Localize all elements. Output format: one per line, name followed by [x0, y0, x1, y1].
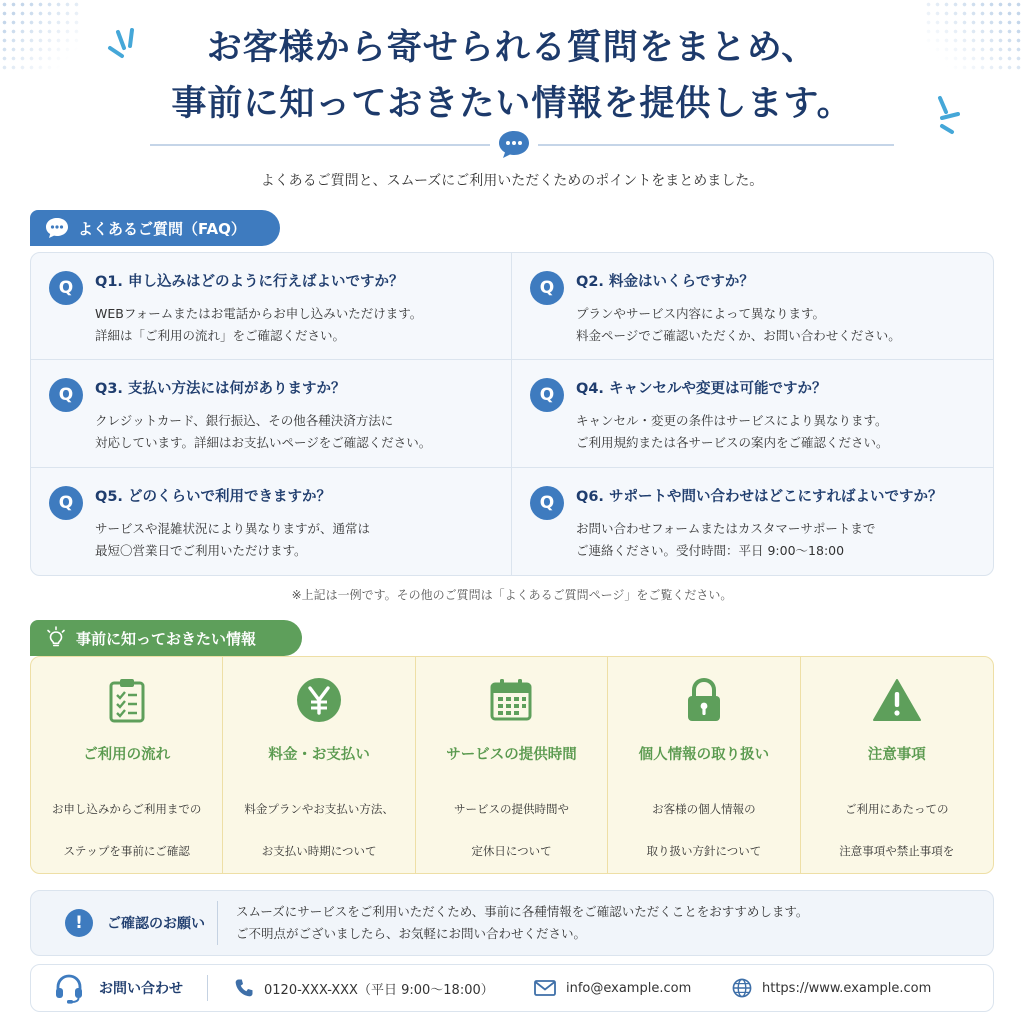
faq-question: Q6. サポートや問い合わせはどこにすればよいですか？	[576, 488, 943, 505]
notice-line: ご不明点がございましたら、お気軽にお問い合わせください。	[236, 926, 587, 941]
faq-answer-line: サービスや混雑状況により異なりますが、通常は	[95, 520, 371, 536]
info-card-desc	[801, 778, 993, 874]
info-card-desc	[608, 778, 799, 874]
faq-answer-line: プランやサービス内容によって異なります。	[576, 306, 826, 321]
q-badge-icon: Q	[49, 486, 83, 520]
info-card-notes	[801, 657, 993, 874]
page-subtitle: よくあるご質問と、スムーズにご利用いただくためのポイントをまとめました。	[260, 173, 764, 189]
contact-phone[interactable]	[234, 978, 534, 998]
q-badge-icon: Q	[49, 378, 83, 412]
mail-icon	[534, 980, 556, 996]
notice-divider	[217, 901, 218, 945]
info-card-desc	[416, 778, 607, 874]
contact-bar	[30, 964, 994, 1012]
notice-label: ご確認のお願い	[107, 916, 205, 932]
headset-icon	[53, 972, 85, 1004]
faq-item-q4[interactable]	[512, 360, 993, 467]
contact-email-text: info@example.com	[566, 980, 692, 996]
info-card-title: 個人情報の取り扱い	[638, 747, 770, 763]
phone-icon	[234, 978, 254, 998]
faq-answer	[576, 410, 983, 454]
faq-answer-line: 対応しています。詳細はお支払いページをご確認ください。	[95, 435, 432, 451]
faq-item-q2[interactable]	[512, 253, 993, 360]
info-card-title: サービスの提供時間	[446, 747, 577, 763]
contact-phone-text: 0120-XXX-XXX（平日 9:00～18:00）	[264, 982, 494, 998]
page-title-line1: お客様から寄せられる質問をまとめ、	[206, 28, 818, 68]
faq-answer-line: クレジットカード、銀行振込、その他各種決済方法に	[95, 413, 394, 429]
page-title-line2: 事前に知っておきたい情報を提供します。	[171, 84, 853, 124]
faq-item-q1[interactable]	[31, 253, 512, 360]
speech-bubble-icon	[44, 217, 70, 239]
info-desc-line: 取り扱い方針について	[646, 844, 762, 858]
faq-answer	[576, 303, 983, 347]
calendar-icon	[489, 678, 533, 722]
yen-icon	[296, 677, 342, 723]
confirmation-notice	[30, 890, 994, 956]
info-card-flow	[31, 657, 223, 874]
info-section-label	[30, 620, 302, 656]
page-title	[0, 20, 1024, 132]
faq-question: Q3. 支払い方法には何がありますか？	[95, 381, 346, 398]
info-desc-line: お客様の個人情報の	[652, 802, 756, 816]
faq-item-q6[interactable]	[512, 468, 993, 575]
faq-answer	[576, 518, 983, 562]
faq-answer	[95, 303, 501, 347]
info-card-title: ご利用の流れ	[83, 747, 171, 763]
q-badge-icon: Q	[49, 271, 83, 305]
faq-answer-line: 料金ページでご確認いただくか、お問い合わせください。	[576, 328, 901, 343]
globe-icon	[732, 978, 752, 998]
info-desc-line: 料金プランやお支払い方法、	[244, 802, 394, 816]
faq-answer-line: 最短〇営業日でご利用いただけます。	[95, 542, 307, 558]
info-card-title: 注意事項	[867, 747, 926, 763]
notice-line: スムーズにサービスをご利用いただくため、事前に各種情報をご確認いただくことをおすすめします。	[236, 904, 809, 919]
clipboard-icon	[107, 677, 147, 723]
title-divider-right	[538, 144, 894, 146]
info-section-label-text: 事前に知っておきたい情報	[76, 629, 257, 648]
info-desc-line: 定休日について	[471, 844, 552, 858]
info-card-privacy	[608, 657, 800, 874]
info-grid	[30, 656, 994, 874]
info-desc-line: お支払い時期について	[261, 844, 377, 858]
faq-answer	[95, 518, 501, 562]
faq-section-label	[30, 210, 280, 246]
faq-question: Q5. どのくらいで利用できますか？	[95, 488, 331, 505]
faq-item-q3[interactable]	[31, 360, 512, 467]
info-card-pricing	[223, 657, 415, 874]
warning-icon	[872, 678, 922, 722]
faq-question: Q2. 料金はいくらですか？	[576, 274, 754, 290]
info-card-desc	[31, 778, 222, 874]
faq-answer-line: ご連絡ください。受付時間：平日 9:00～18:00	[576, 542, 845, 558]
info-desc-line: ご利用にあたっての	[845, 802, 949, 816]
faq-grid	[30, 252, 994, 576]
info-desc-line: ステップを事前にご確認	[63, 844, 190, 858]
contact-email[interactable]	[534, 980, 732, 996]
chat-bubble-icon	[497, 129, 531, 159]
info-desc-line: お申し込みからご利用までの	[51, 802, 202, 816]
exclamation-icon: !	[65, 909, 93, 937]
title-divider-left	[150, 144, 490, 146]
contact-website[interactable]	[732, 978, 931, 998]
faq-question: Q4. キャンセルや変更は可能ですか？	[576, 381, 827, 398]
info-card-hours	[416, 657, 608, 874]
lightbulb-icon	[44, 626, 68, 650]
faq-answer-line: 詳細は「ご利用の流れ」をご確認ください。	[95, 328, 346, 343]
contact-website-text: https://www.example.com	[762, 980, 932, 996]
info-card-desc	[223, 778, 414, 874]
q-badge-icon: Q	[530, 271, 564, 305]
contact-divider	[207, 975, 208, 1001]
q-badge-icon: Q	[530, 486, 564, 520]
faq-answer-line: お問い合わせフォームまたはカスタマーサポートまで	[576, 520, 876, 536]
faq-answer	[95, 410, 501, 454]
notice-text	[236, 901, 808, 945]
info-desc-line: 注意事項や禁止事項を	[839, 844, 955, 858]
faq-answer-line: WEBフォームまたはお電話からお申し込みいただけます。	[95, 306, 423, 321]
info-card-title: 料金・お支払い	[268, 747, 370, 763]
faq-answer-line: ご利用規約または各サービスの案内をご確認ください。	[576, 435, 889, 451]
info-desc-line: サービスの提供時間や	[453, 802, 569, 816]
lock-icon	[684, 677, 724, 723]
q-badge-icon: Q	[530, 378, 564, 412]
faq-question: Q1. 申し込みはどのように行えばよいですか？	[95, 274, 404, 290]
faq-section-label-text: よくあるご質問（FAQ）	[78, 219, 246, 238]
faq-item-q5[interactable]	[31, 468, 512, 575]
contact-label: お問い合わせ	[99, 981, 183, 997]
faq-note: ※上記は一例です。その他のご質問は「よくあるご質問ページ」をご覧ください。	[291, 588, 733, 602]
faq-answer-line: キャンセル・変更の条件はサービスにより異なります。	[576, 413, 888, 429]
